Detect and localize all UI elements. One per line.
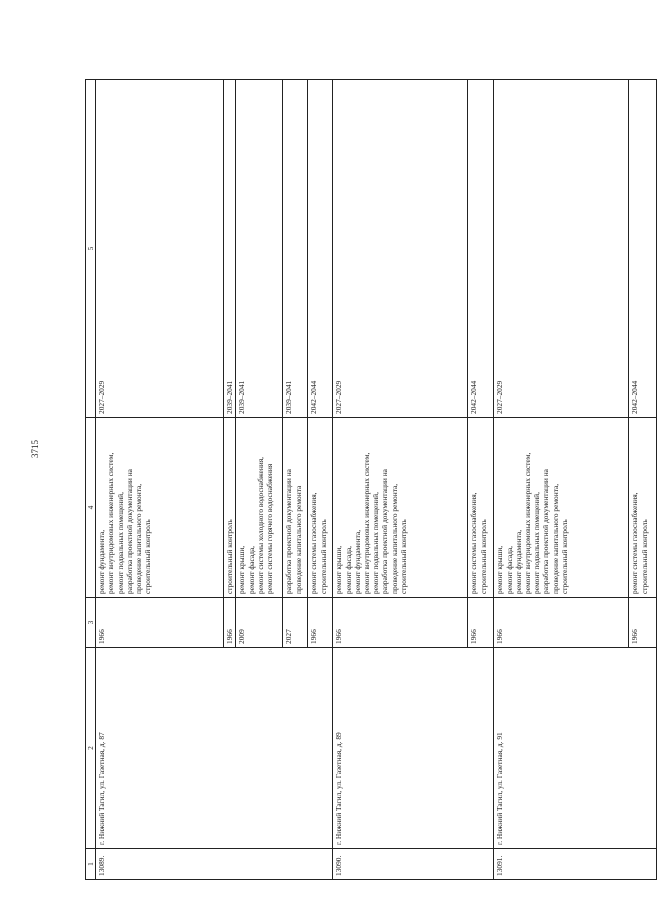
- building-address: г. Нижний Тагил, ул. Газетная, д. 87: [96, 648, 333, 849]
- work-item: разработка проектной документации на: [284, 469, 294, 594]
- work-item: ремонт системы холодного водоснабжения,: [255, 457, 265, 594]
- year-cell: 1966: [629, 598, 657, 648]
- work-item: строительный контроль: [478, 519, 488, 594]
- row-number: 13090.: [333, 849, 494, 880]
- work-item: ремонт системы газоснабжения,: [469, 492, 479, 594]
- header-cell-5: 5: [86, 80, 96, 418]
- work-item: проведение капитального ремонта,: [134, 483, 144, 594]
- work-item: ремонт фасада,: [504, 546, 514, 594]
- header-cell-4: 4: [86, 418, 96, 598]
- work-item: строительный контроль: [559, 519, 569, 594]
- year-cell: 1966: [96, 598, 224, 648]
- work-item: проведение капитального ремонта,: [550, 483, 560, 594]
- row-number: 13089.: [96, 849, 333, 880]
- works-cell: [494, 418, 629, 598]
- work-item: ремонт крыши,: [495, 545, 505, 594]
- header-cell-2: 2: [86, 648, 96, 849]
- work-item: ремонт крыши,: [334, 545, 344, 594]
- rotated-table-wrapper: [85, 80, 649, 880]
- works-cell: [629, 418, 657, 598]
- work-item: ремонт системы газоснабжения,: [630, 492, 640, 594]
- work-item: строительный контроль: [318, 519, 328, 594]
- header-cell-3: 3: [86, 598, 96, 648]
- work-item: ремонт фундамента,: [352, 529, 362, 594]
- work-item: ремонт подвальных помещений,: [532, 492, 542, 594]
- table-body: [86, 80, 657, 880]
- year-cell: 2027: [283, 598, 308, 648]
- period-cell: 2039–2041: [283, 80, 308, 418]
- works-cell: [333, 418, 468, 598]
- period-cell: 2039–2041: [224, 80, 236, 418]
- work-item: проведение капитального ремонта,: [389, 483, 399, 594]
- year-cell: 1966: [468, 598, 494, 648]
- works-cell: [96, 418, 224, 598]
- work-item: ремонт внутридомовых инженерных систем,: [523, 452, 533, 594]
- work-item: ремонт внутридомовых инженерных систем,: [106, 452, 116, 594]
- period-cell: 2027–2029: [96, 80, 224, 418]
- year-cell: 2009: [236, 598, 283, 648]
- works-cell: [468, 418, 494, 598]
- work-item: ремонт системы газоснабжения,: [309, 492, 319, 594]
- table-row: [333, 80, 468, 880]
- work-item: ремонт фундамента,: [97, 529, 107, 594]
- work-item: ремонт подвальных помещений,: [371, 492, 381, 594]
- work-item: строительный контроль: [639, 519, 649, 594]
- building-address: г. Нижний Тагил, ул. Газетная, д. 89: [333, 648, 494, 849]
- row-number: 13091.: [494, 849, 657, 880]
- works-cell: [236, 418, 283, 598]
- work-item: ремонт системы горячего водоснабжения: [265, 463, 275, 594]
- year-cell: 1966: [308, 598, 333, 648]
- work-item: ремонт подвальных помещений,: [115, 492, 125, 594]
- work-item: разработка проектной документации на: [124, 469, 134, 594]
- work-item: строительный контроль: [398, 519, 408, 594]
- work-item: строительный контроль: [225, 519, 235, 594]
- year-cell: 1966: [494, 598, 629, 648]
- header-row: [86, 80, 96, 880]
- table-row: [494, 80, 629, 880]
- year-cell: 1966: [333, 598, 468, 648]
- work-item: ремонт внутридомовых инженерных систем,: [362, 452, 372, 594]
- page-number: 3715: [30, 440, 40, 458]
- work-item: ремонт фасада,: [343, 546, 353, 594]
- year-cell: 1966: [224, 598, 236, 648]
- period-cell: 2027–2029: [494, 80, 629, 418]
- header-cell-1: 1: [86, 849, 96, 880]
- period-cell: 2039–2041: [236, 80, 283, 418]
- period-cell: 2042–2044: [629, 80, 657, 418]
- work-item: разработка проектной документации на: [380, 469, 390, 594]
- period-cell: 2042–2044: [468, 80, 494, 418]
- works-cell: [224, 418, 236, 598]
- works-cell: [308, 418, 333, 598]
- table-row: [96, 80, 224, 880]
- work-item: ремонт фасада,: [246, 546, 256, 594]
- building-address: г. Нижний Тагил, ул. Газетная, д. 91: [494, 648, 657, 849]
- work-item: ремонт крыши,: [237, 545, 247, 594]
- work-item: строительный контроль: [143, 519, 153, 594]
- repair-schedule-table: [85, 79, 657, 880]
- work-item: проведение капитального ремонта: [293, 485, 303, 594]
- period-cell: 2042–2044: [308, 80, 333, 418]
- work-item: ремонт фундамента,: [513, 529, 523, 594]
- works-cell: [283, 418, 308, 598]
- period-cell: 2027–2029: [333, 80, 468, 418]
- work-item: разработка проектной документации на: [541, 469, 551, 594]
